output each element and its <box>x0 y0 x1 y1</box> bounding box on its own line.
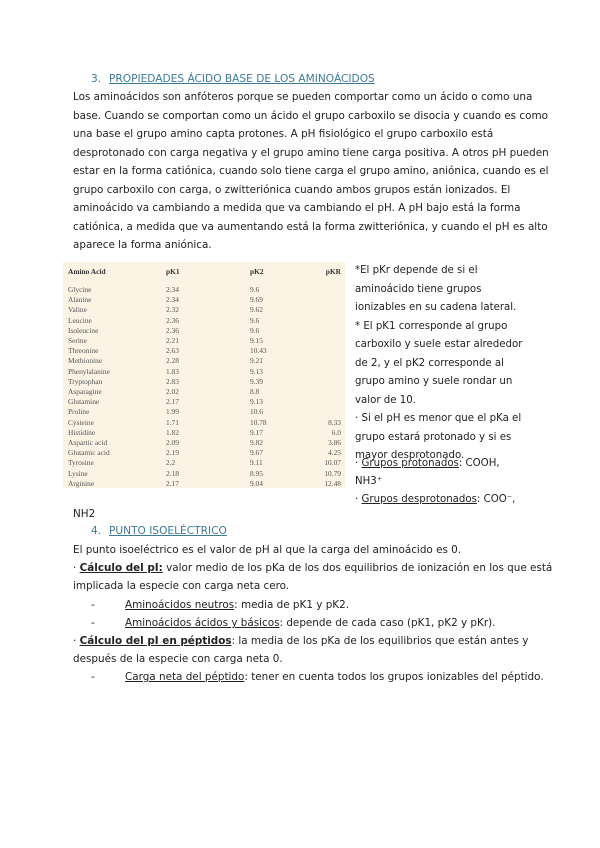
table-row <box>63 407 345 417</box>
table-row <box>63 346 345 356</box>
table-cell: 2.18 <box>166 468 179 478</box>
table-cell: 9.6 <box>250 325 260 335</box>
side-note-line: grupo amino y suele rondar un <box>355 376 513 387</box>
table-row <box>63 295 345 305</box>
item-text: : depende de cada caso (pK1, pK2 y pKr). <box>279 617 496 629</box>
table-cell: Glycine <box>68 285 92 294</box>
section-number: 4. <box>91 525 102 537</box>
table-cell: 9.21 <box>250 356 263 366</box>
item-label: Aminoácidos ácidos y básicos <box>125 617 280 629</box>
table-cell: 4.25 <box>328 448 341 458</box>
table-cell: 2.32 <box>166 305 179 315</box>
table-cell: Alanine <box>68 295 92 305</box>
table-row <box>63 336 345 346</box>
table-row <box>63 367 345 377</box>
table-cell: 10.78 <box>250 417 267 427</box>
paragraph-line: estar en la forma catiónica, cuando solo tiene carga el grupo amino, aniónica, cuando es el <box>73 165 549 177</box>
table-cell: 9.69 <box>250 295 263 305</box>
deprotonated-cont: NH2 <box>73 508 96 520</box>
side-note-line: grupo estará protonado y si es <box>355 431 512 443</box>
table-cell: 2.36 <box>166 315 179 325</box>
table-header: pKR <box>325 267 341 276</box>
table-cell: 2.02 <box>166 387 179 396</box>
calc-pi-text: valor medio de los pKa de los dos equilibrios de ionización en los que está <box>162 562 553 574</box>
item-text: : media de pK1 y pK2. <box>234 599 350 611</box>
deprotonated-label: Grupos desprotonados <box>361 494 477 505</box>
table-cell: 2.2 <box>166 458 176 468</box>
section-number: 3. <box>91 73 102 85</box>
table-cell: Asparagine <box>68 387 102 396</box>
table-cell: 9.13 <box>250 366 263 376</box>
table-cell: 2.28 <box>166 356 179 366</box>
table-row <box>63 377 345 387</box>
table-cell: Phenylalanine <box>68 366 110 376</box>
bullet: · <box>73 562 77 574</box>
bullet: · <box>73 635 77 647</box>
table-cell: 2.34 <box>166 285 179 294</box>
table-row <box>63 356 345 366</box>
item-label: Carga neta del péptido <box>125 671 245 683</box>
protonated-label: Grupos protonados <box>361 458 459 469</box>
table-row <box>63 418 345 428</box>
side-note-line: * El pK1 corresponde al grupo <box>355 320 508 332</box>
table-cell: Serine <box>68 336 87 345</box>
table-cell: 12.48 <box>324 478 341 488</box>
table-cell: 8.95 <box>250 468 263 478</box>
table-cell: 1.71 <box>166 417 179 427</box>
paragraph-line: Los aminoácidos son anfóteros porque se pueden comportar como un ácido o como una <box>73 91 533 103</box>
paragraph-line: grupo carboxilo con carga, o zwitteriónica cuando ambos grupos están ionizados. El <box>73 183 511 196</box>
table-cell: Isoleucine <box>68 325 99 335</box>
isoelectric-intro: El punto isoeléctrico es el valor de pH al que la carga del aminoácido es 0. <box>73 544 462 556</box>
table-row <box>63 285 345 295</box>
dash: - <box>91 617 95 629</box>
table-header: pK2 <box>250 267 264 276</box>
table-cell: 10.07 <box>324 458 341 468</box>
table-cell: Glutamine <box>68 397 100 407</box>
side-note-line: mayor desprotonado. <box>355 450 465 461</box>
table-cell: 9.11 <box>250 458 263 468</box>
pep-label: Cálculo del pI en péptidos <box>79 635 232 647</box>
table-cell: 2.36 <box>166 325 179 335</box>
side-note-line: carboxilo y suele estar alrededor <box>355 339 523 350</box>
table-row <box>63 326 345 336</box>
paragraph-line: una base el grupo amino capta protones. A pH fisiológico el grupo carboxilo está <box>73 128 494 140</box>
dash: - <box>91 599 95 611</box>
table-cell: Proline <box>68 407 90 417</box>
table-cell: 9.82 <box>250 438 263 447</box>
table-cell: Cysteine <box>68 417 94 427</box>
table-cell: Valine <box>68 305 87 315</box>
table-cell: 2.19 <box>166 448 179 458</box>
paragraph-line: aparece la forma aniónica. <box>73 239 212 251</box>
calc-pi-cont: implicada la especie con carga neta cero. <box>73 580 290 592</box>
side-note-line: ionizables en su cadena lateral. <box>355 302 517 313</box>
list-item <box>73 596 349 614</box>
table-cell: 1.82 <box>166 427 179 437</box>
table-row <box>63 448 345 458</box>
item-text: : tener en cuenta todos los grupos ionizables del péptido. <box>244 671 544 683</box>
table-cell: 10.43 <box>250 346 267 356</box>
table-cell: 2.09 <box>166 438 179 447</box>
table-cell: 9.67 <box>250 448 263 458</box>
table-cell: Threonine <box>68 346 99 356</box>
table-cell: 2.21 <box>166 336 179 345</box>
table-cell: Methionine <box>68 356 103 366</box>
dash: - <box>91 671 95 683</box>
pka-table <box>63 262 345 488</box>
section-title: PROPIEDADES ÁCIDO BASE DE LOS AMINOÁCIDOS <box>109 73 375 85</box>
list-item <box>73 614 495 632</box>
table-cell: 2.17 <box>166 478 179 488</box>
pep-text: : la media de los pKa de los equilibrios que están antes y <box>231 635 529 647</box>
side-note-line: de 2, y el pK2 corresponde al <box>355 357 504 369</box>
table-row <box>63 479 345 489</box>
table-cell: 9.6 <box>250 315 260 325</box>
table-cell: 1.83 <box>166 366 179 376</box>
table-cell: 2.83 <box>166 376 179 386</box>
table-cell: 8.8 <box>250 387 260 396</box>
table-cell: 9.04 <box>250 478 263 488</box>
table-cell: 9.6 <box>250 285 260 294</box>
table-row <box>63 428 345 438</box>
table-cell: 9.13 <box>250 397 263 407</box>
calc-pi-peptides-line <box>73 632 528 650</box>
table-cell: 3.86 <box>328 438 341 447</box>
list-item <box>73 668 544 686</box>
calc-pi-label: Cálculo del pI: <box>79 562 163 574</box>
table-row <box>63 387 345 397</box>
table-cell: Tyrosine <box>68 458 94 468</box>
side-note-line: valor de 10. <box>355 394 416 406</box>
table-cell: 9.39 <box>250 376 263 386</box>
protonated-value: : COOH, <box>458 458 500 469</box>
protonated-cont: NH3⁺ <box>355 476 383 487</box>
paragraph-line: desprotonado con carga negativa y el grupo amino tiene carga positiva. A otros pH pueden <box>73 146 549 159</box>
side-note-deprotonated: · Grupos desprotonados: COO⁻, <box>355 494 516 505</box>
table-header: pK1 <box>166 267 180 276</box>
side-note-line: · Si el pH es menor que el pKa el <box>355 413 522 424</box>
table-cell: 6.0 <box>331 427 341 437</box>
table-row <box>63 458 345 468</box>
side-note-line: aminoácido tiene grupos <box>355 283 482 295</box>
table-cell: 1.99 <box>166 407 179 417</box>
table-cell: 2.17 <box>166 397 179 407</box>
table-cell: 2.34 <box>166 295 179 305</box>
table-cell: Aspartic acid <box>68 438 108 447</box>
table-cell: 9.17 <box>250 427 263 437</box>
table-cell: 9.62 <box>250 305 263 315</box>
table-cell: 8.33 <box>328 417 341 427</box>
table-row <box>63 469 345 479</box>
table-cell: 2.63 <box>166 346 179 356</box>
table-cell: Lysine <box>68 468 88 478</box>
pep-cont: después de la especie con carga neta 0. <box>73 653 283 665</box>
table-cell: 9.15 <box>250 336 263 345</box>
section-title: PUNTO ISOELÉCTRICO <box>109 525 227 537</box>
table-row <box>63 305 345 315</box>
table-cell: 10.6 <box>250 407 263 417</box>
calc-pi-line <box>73 559 552 577</box>
table-cell: Leucine <box>68 315 92 325</box>
table-cell: Arginine <box>68 478 95 488</box>
table-row <box>63 438 345 448</box>
table-cell: Histidine <box>68 427 96 437</box>
side-note-protonated: · Grupos protonados: COOH, <box>355 458 500 469</box>
table-cell: Glutamic acid <box>68 448 110 458</box>
item-label: Aminoácidos neutros <box>125 599 235 611</box>
paragraph-line: catiónica, a medida que va aumentando está la forma zwitteriónica, y cuando el pH es alto <box>73 220 548 233</box>
table-cell: Tryptophan <box>68 376 103 386</box>
table-header: Amino Acid <box>68 267 106 276</box>
side-note-line: *El pKr depende de si el <box>355 265 478 276</box>
table-row <box>63 316 345 326</box>
table-row <box>63 397 345 407</box>
table-cell: 10.79 <box>324 468 341 478</box>
paragraph-line: aminoácido va cambiando a medida que va cambiando el pH. A pH bajo está la forma <box>73 202 521 214</box>
section-3-heading <box>91 70 375 88</box>
section-4-heading <box>91 522 227 540</box>
paragraph-line: base. Cuando se comportan como un ácido el grupo carboxilo se disocia y cuando es como <box>73 109 548 122</box>
deprotonated-value: : COO⁻, <box>476 494 516 505</box>
